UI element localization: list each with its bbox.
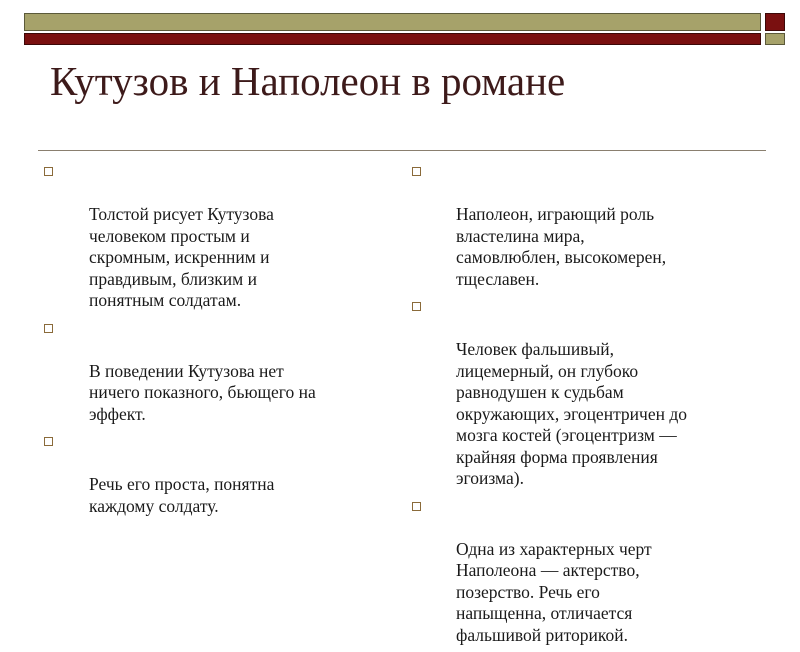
list-item (42, 318, 390, 426)
list-item (410, 161, 762, 290)
header-olive-bar (24, 13, 761, 31)
header-olive-square (765, 33, 785, 45)
list-item (42, 161, 390, 312)
square-bullet-icon (44, 437, 53, 446)
right-column-list (410, 161, 762, 652)
list-item-text: Наполеон, играющий роль властелина мира, самовлюблен, высокомерен, тщеславен. (456, 204, 667, 289)
list-item-text: Одна из характерных черт Наполеона — актерство, позерство. Речь его напыщенна, отличается фальшивой риторикой. (456, 538, 652, 645)
list-item (410, 496, 762, 647)
square-bullet-icon (412, 502, 421, 511)
left-column-list (42, 161, 390, 523)
slide-title: Кутузов и Наполеон в романе (50, 58, 566, 104)
list-item-text: Речь его проста, понятна каждому солдату. (89, 474, 275, 516)
list-item-text: В поведении Кутузова нет ничего показного, бьющего на эффект. (89, 360, 316, 424)
list-item (410, 296, 762, 490)
list-item-text: Человек фальшивый, лицемерный, он глубоко равнодушен к судьбам окружающих, эгоцентричен до мозга костей (эгоцентризм — крайняя форма проявления эгоизма). (456, 339, 688, 488)
square-bullet-icon (44, 167, 53, 176)
square-bullet-icon (44, 324, 53, 333)
header-maroon-bar (24, 33, 761, 45)
title-divider (38, 150, 766, 151)
list-item (42, 431, 390, 517)
square-bullet-icon (412, 302, 421, 311)
list-item-text: Толстой рисует Кутузова человеком простым и скромным, искренним и правдивым, близким и понятным солдатам. (89, 204, 274, 310)
square-bullet-icon (412, 167, 421, 176)
header-maroon-square (765, 13, 785, 31)
